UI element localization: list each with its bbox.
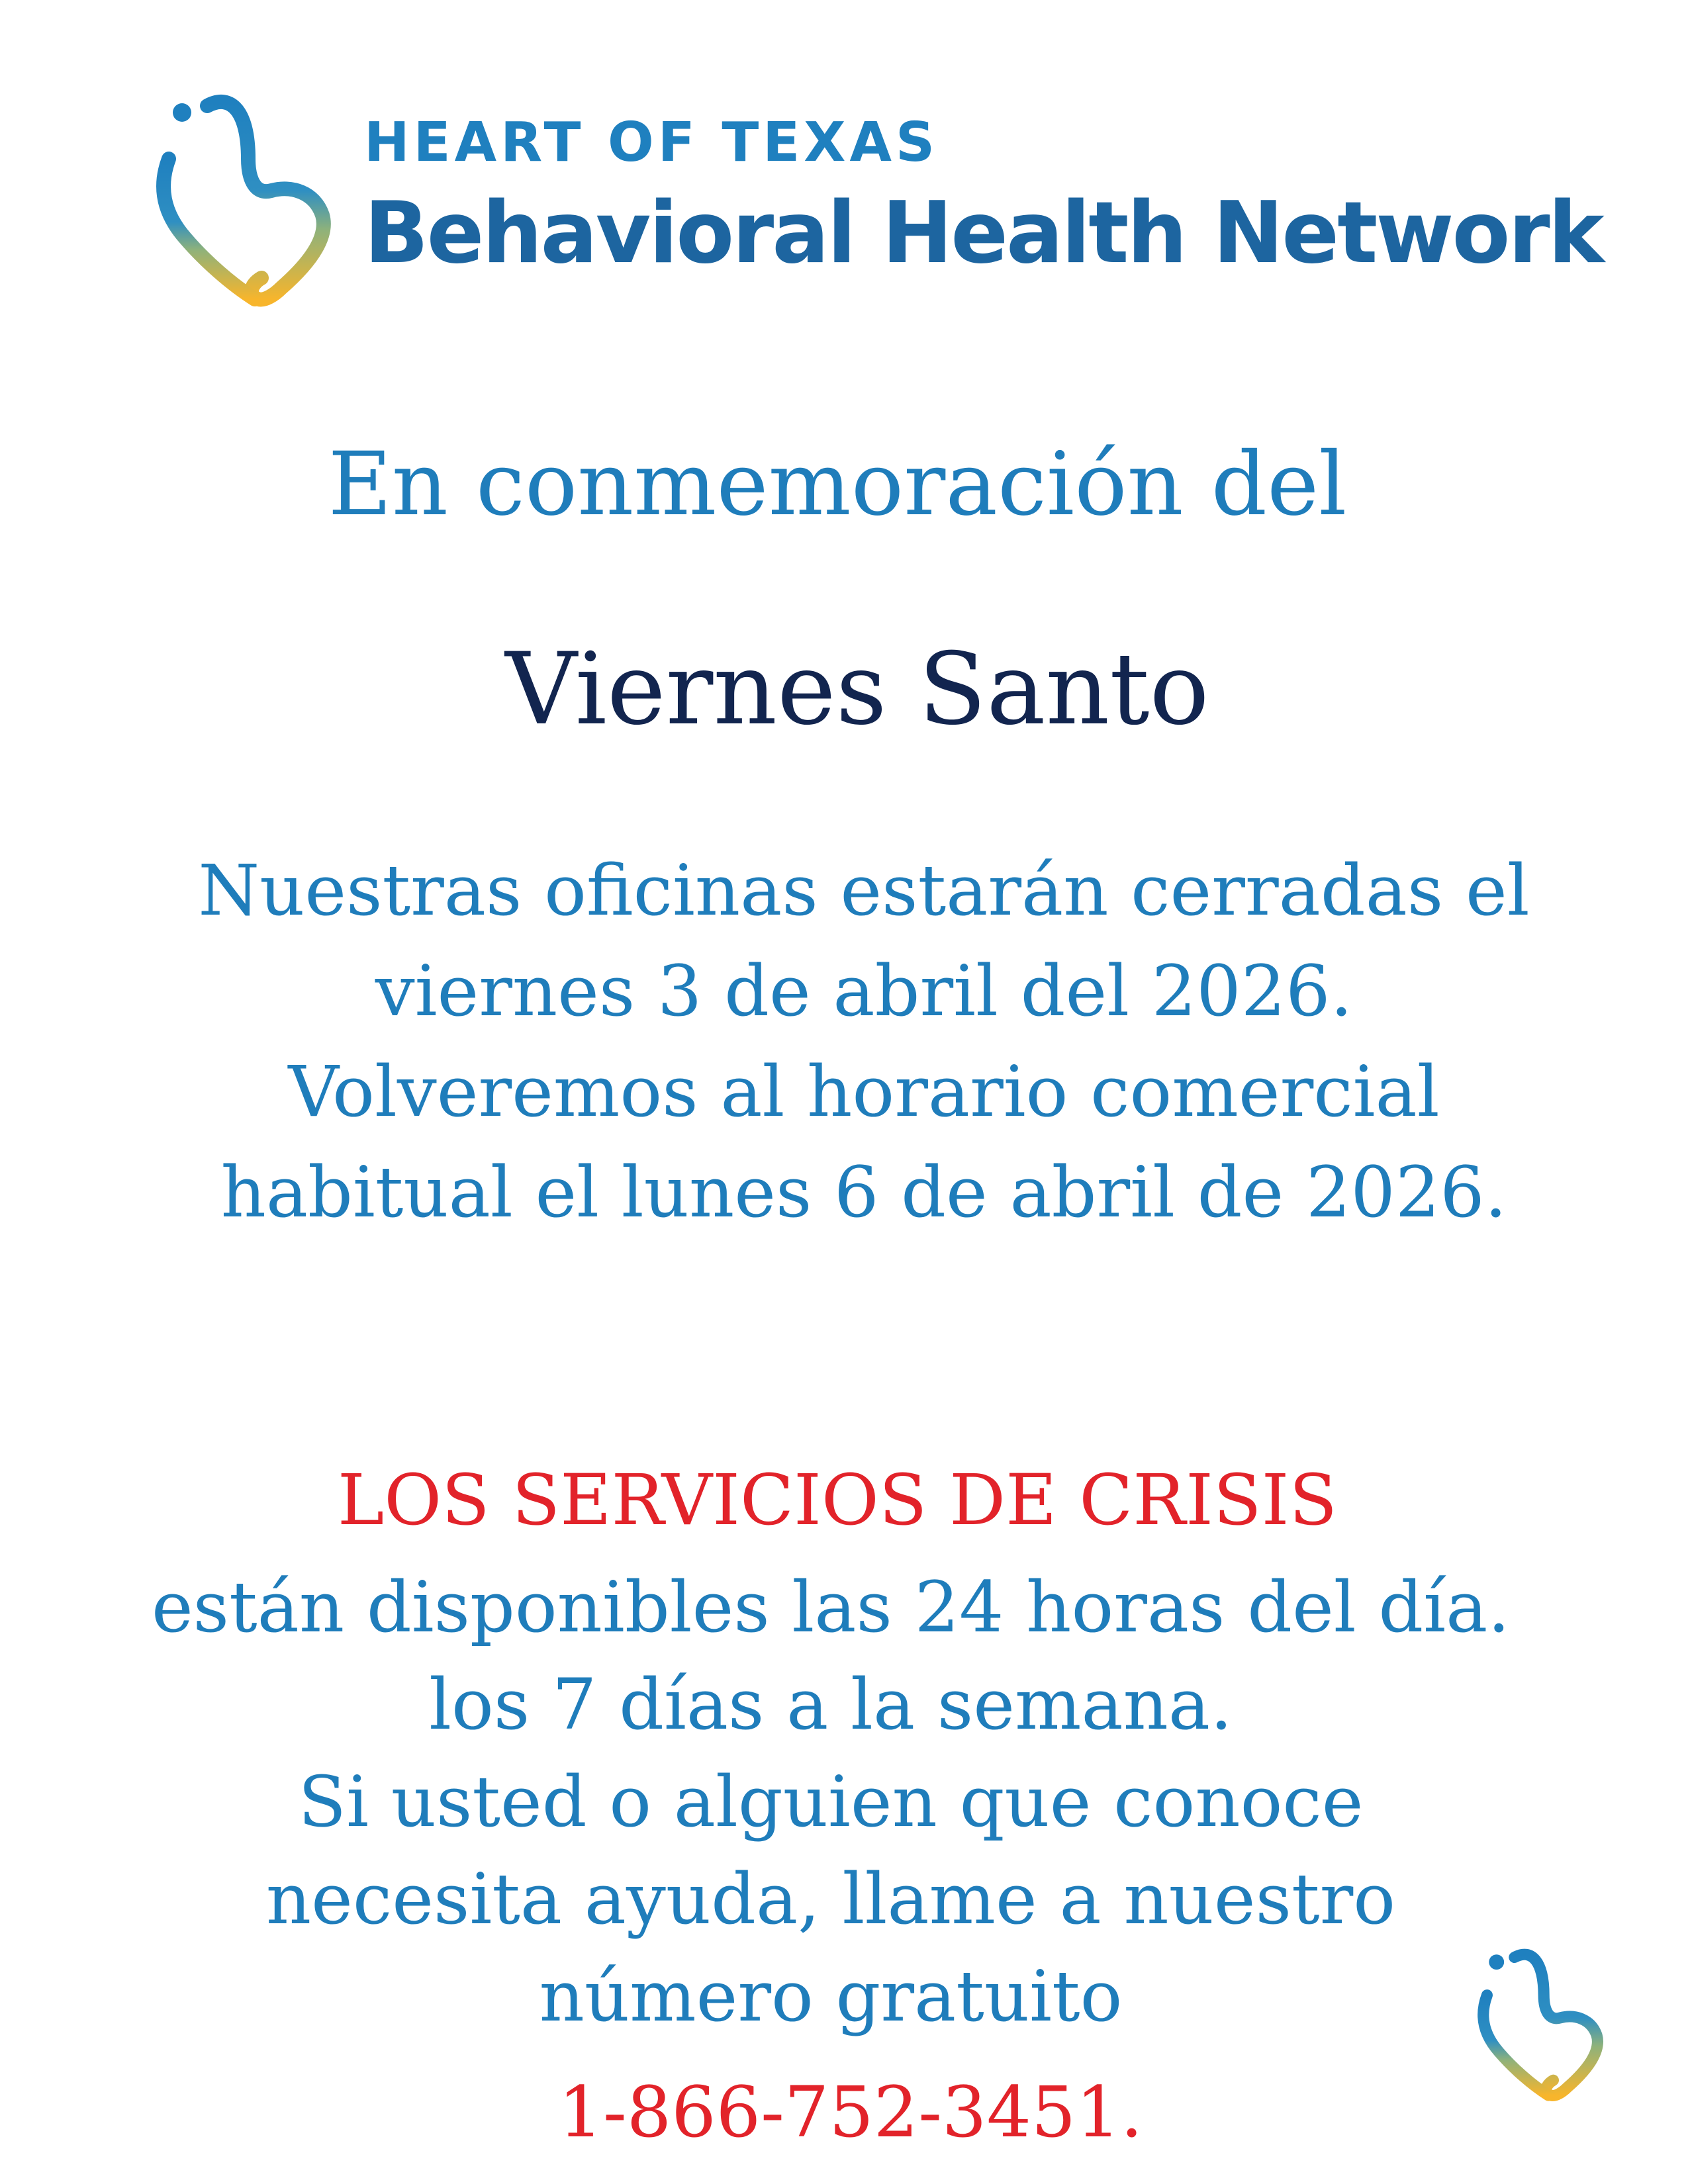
crisis-details	[0, 1559, 1675, 2045]
logo-org-name: HEART OF TEXAS	[364, 111, 939, 174]
closure-line: Volveremos al horario comercial	[288, 1051, 1440, 1132]
crisis-phone-number[interactable]: 1-866-752-3451.	[558, 2071, 1143, 2153]
crisis-line: Si usted o alguien que conoce	[298, 1761, 1364, 1843]
closure-line: habitual el lunes 6 de abril de 2026.	[220, 1152, 1507, 1233]
closure-line: Nuestras oficinas estarán cerradas el	[198, 850, 1530, 931]
logo-wordmark	[364, 111, 1622, 283]
crisis-line: están disponibles las 24 horas del día.	[151, 1567, 1511, 1648]
crisis-services-heading: LOS SERVICIOS DE CRISIS	[337, 1459, 1338, 1541]
intro-heading: En conmemoración del	[328, 433, 1347, 535]
crisis-line: número gratuito	[539, 1956, 1123, 2037]
crisis-line: necesita ayuda, llame a nuestro	[265, 1858, 1396, 1940]
closure-notice	[20, 841, 1688, 1243]
crisis-line: los 7 días a la semana.	[429, 1664, 1233, 1745]
holiday-title: Viernes Santo	[505, 632, 1209, 747]
closure-line: viernes 3 de abril del 2026.	[375, 950, 1353, 1032]
heart-icon	[1473, 1942, 1605, 2105]
heart-icon	[149, 86, 334, 311]
logo-network-name: Behavioral Health Network	[364, 184, 1603, 283]
